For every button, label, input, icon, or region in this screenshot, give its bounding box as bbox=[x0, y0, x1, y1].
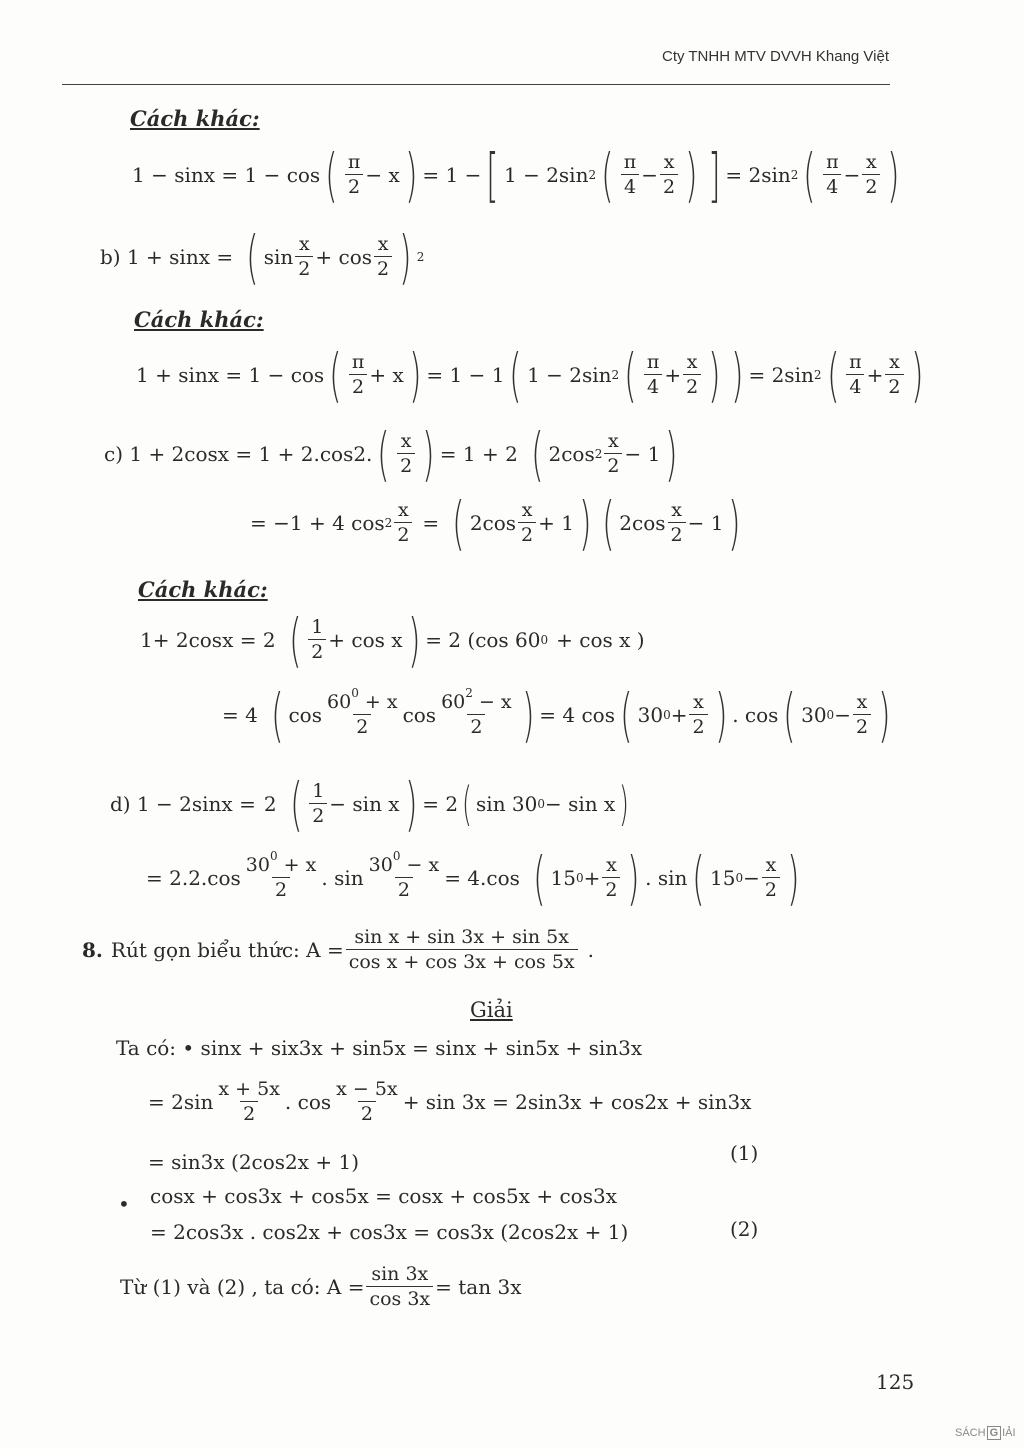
equation-line: = 4 ( cos $\frac{60^0 + x}{2}$ cos $\frac{60^2 - x}{2}$ ) = 4 cos ( 30 0 + $\frac{x}{2}$ ) . cos ( 30 0 − $\frac{x}{2}$ ) bbox=[222, 681, 891, 749]
equation-tag: (2) bbox=[730, 1217, 759, 1241]
equation-line: 1 + sinx = 1 − cos ( $\frac{\pi}{2}$ + x ) = 1 − 1 ( 1 − 2sin 2 ( $\frac{\pi}{4}$ + $\frac{x}{2}$ ) ) = 2sin 2 ( $\frac{\pi}{4}$ + $\frac{x}{2}$ ) bbox=[136, 341, 924, 409]
watermark-logo: SÁCH G IẢI bbox=[955, 1427, 1016, 1439]
equation-line: c) 1 + 2cosx = 1 + 2.cos2. ( $\frac{x}{2}$ ) = 1 + 2 ( 2cos 2 $\frac{x}{2}$ − 1 ) bbox=[104, 420, 678, 488]
solution-heading: Giải bbox=[470, 998, 513, 1022]
running-header: Cty TNHH MTV DVVH Khang Việt bbox=[661, 48, 889, 65]
equation-line: d) 1 − 2sinx = 2 ( $\frac{1}{2}$ − sin x ) = 2 ( sin 30 0 − sin x ) bbox=[110, 770, 630, 838]
section-title: Cách khác: bbox=[134, 307, 264, 332]
exercise-8: 8. Rút gọn biểu thức: A = $\frac{\text{sin x + sin 3x + sin 5x}}{\text{cos x + cos 3x + cos 5x}}$ . bbox=[82, 926, 594, 973]
equation-line: 1+ 2cosx = 2 ( $\frac{1}{2}$ + cos x ) = 2 (cos 60 0 + cos x ) bbox=[140, 606, 645, 674]
equation-line: = 2sin $\frac{x + 5x}{2}$ . cos $\frac{x - 5x}{2}$ + sin 3x = 2sin3x + cos2x + sin3x bbox=[148, 1078, 752, 1125]
equation-line: cosx + cos3x + cos5x = cosx + cos5x + cos3x bbox=[150, 1184, 617, 1208]
page-number: 125 bbox=[876, 1370, 915, 1394]
equation-line: Ta có: • sinx + six3x + sin5x = sinx + sin5x + sin3x bbox=[116, 1036, 643, 1060]
equation-line: b) 1 + sinx = ( sin $\frac{x}{2}$ + cos $\frac{x}{2}$ ) 2 bbox=[100, 223, 425, 291]
equation-line: = 2cos3x . cos2x + cos3x = cos3x (2cos2x + 1) bbox=[150, 1220, 629, 1244]
equation-line: = sin3x (2cos2x + 1) bbox=[148, 1150, 360, 1174]
equation-line: = 2.2.cos $\frac{30^0 + x}{2}$ . sin $\frac{30^0 - x}{2}$ = 4.cos ( 15 0 + $\frac{x}{2}$ ) . sin ( 15 0 − $\frac{x}{2}$ ) bbox=[146, 844, 800, 912]
equation-line: 1 − sinx = 1 − cos ( $\frac{\pi}{2}$ − x ) = 1 − [ 1 − 2sin 2 ( $\frac{\pi}{4}$ − $\frac{x}{2}$ ) ] = 2sin 2 ( $\frac{\pi}{4}$ − $\frac{x}{2}$ ) bbox=[132, 141, 900, 209]
equation-line: Từ (1) và (2) , ta có: A = $\frac{\sin 3x}{\cos 3x}$ = tan 3x bbox=[120, 1263, 522, 1310]
section-title: Cách khác: bbox=[130, 106, 260, 131]
section-title: Cách khác: bbox=[138, 577, 268, 602]
equation-line: = −1 + 4 cos 2 $\frac{x}{2}$ = ( 2cos $\frac{x}{2}$ + 1 ) ( 2cos $\frac{x}{2}$ − 1 ) bbox=[250, 489, 741, 557]
bullet: • bbox=[118, 1192, 130, 1216]
header-rule bbox=[62, 84, 890, 85]
equation-tag: (1) bbox=[730, 1141, 759, 1165]
